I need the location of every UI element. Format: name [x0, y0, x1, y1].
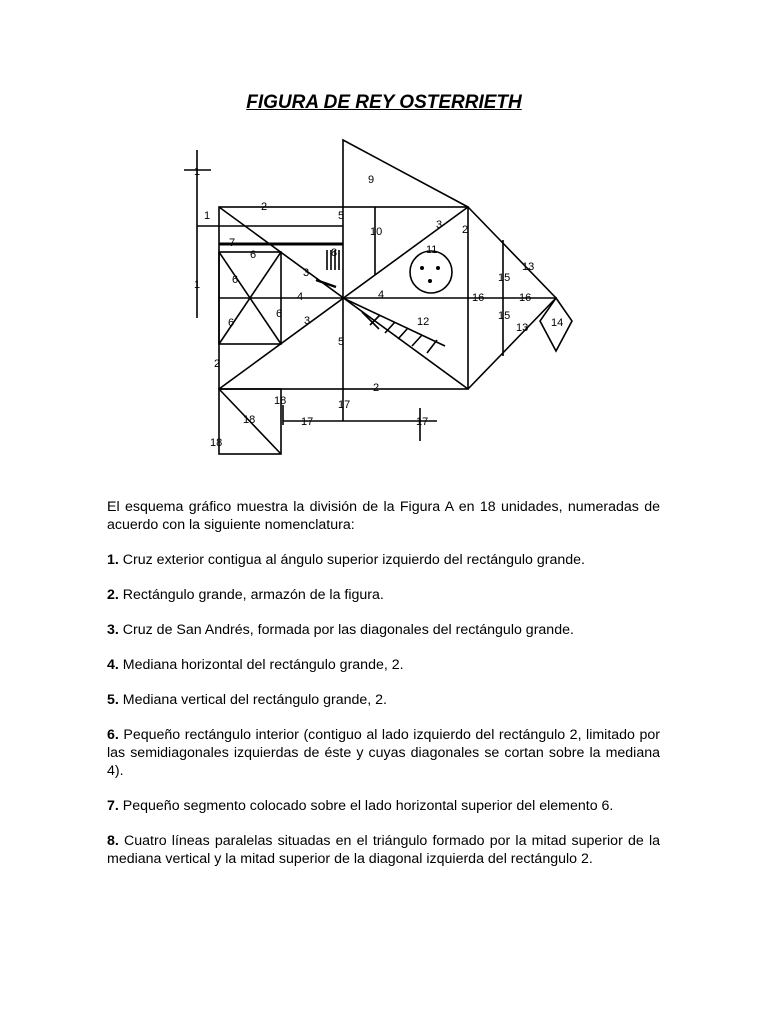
label-4: 4 [378, 289, 385, 301]
label-1: 1 [194, 279, 201, 291]
top-triangle [343, 140, 468, 207]
item-text: Mediana vertical del rectángulo grande, 2. [118, 692, 387, 708]
label-2: 2 [373, 382, 380, 394]
label-5: 5 [338, 210, 345, 222]
item-text: Pequeño segmento colocado sobre el lado horizontal superior del elemento 6. [118, 798, 614, 814]
label-15: 15 [498, 272, 511, 284]
list-item [107, 832, 660, 868]
label-2: 2 [261, 201, 268, 213]
label-5: 5 [338, 336, 345, 348]
rey-osterrieth-figure [170, 135, 590, 470]
label-7: 7 [229, 237, 236, 249]
label-6: 6 [276, 308, 283, 320]
label-9: 9 [368, 174, 375, 186]
label-17: 17 [338, 399, 351, 411]
circle-dot-3 [428, 279, 432, 283]
label-3: 3 [303, 267, 310, 279]
item-text: Cuatro líneas paralelas situadas en el triángulo formado por la mitad superior de la mediana vertical y la mitad superior de la diagonal izquierda del rectángulo 2. [107, 833, 660, 867]
list-item [107, 797, 660, 815]
label-14: 14 [551, 317, 564, 329]
circle-dots [420, 266, 440, 283]
label-4: 4 [297, 291, 304, 303]
label-10: 10 [370, 226, 383, 238]
intro-paragraph: El esquema gráfico muestra la división de la Figura A en 18 unidades, numeradas de acuerdo con la siguiente nomenclatura: [107, 499, 660, 533]
label-11: 11 [426, 244, 438, 256]
label-8: 8 [331, 247, 338, 259]
label-18: 18 [243, 414, 256, 426]
figure-drawing [170, 135, 590, 465]
circle-dot-1 [420, 266, 424, 270]
label-15: 15 [498, 310, 511, 322]
label-2: 2 [214, 358, 221, 370]
label-6: 6 [250, 249, 257, 261]
element-12-tick-3 [398, 328, 408, 339]
item-text: Cruz de San Andrés, formada por las diagonales del rectángulo grande. [118, 622, 574, 638]
item-number: 2. [107, 587, 119, 603]
list-item [107, 656, 660, 674]
circle-dot-2 [436, 266, 440, 270]
label-1: 1 [204, 210, 211, 222]
item-text: Rectángulo grande, armazón de la figura. [118, 587, 384, 603]
item-number: 8. [107, 833, 119, 849]
item-text: Mediana horizontal del rectángulo grande, 2. [118, 657, 404, 673]
item-number: 5. [107, 692, 119, 708]
label-18: 18 [274, 395, 287, 407]
list-item [107, 586, 660, 604]
label-16: 16 [519, 292, 532, 304]
list-item [107, 726, 660, 780]
item-number: 3. [107, 622, 119, 638]
item-text: Pequeño rectángulo interior (contiguo al lado izquierdo del rectángulo 2, limitado por las semidiagonales izquierdas de éste y cuyas diagonales se cortan sobre la mediana 4). [107, 727, 660, 779]
label-17: 17 [301, 416, 314, 428]
label-18: 18 [210, 437, 223, 449]
item-text: Cruz exterior contigua al ángulo superior izquierdo del rectángulo grande. [118, 552, 585, 568]
label-17: 17 [416, 416, 429, 428]
label-3: 3 [304, 315, 311, 327]
label-6: 6 [232, 274, 239, 286]
label-16: 16 [472, 292, 485, 304]
label-12: 12 [417, 316, 430, 328]
item-number: 1. [107, 552, 119, 568]
label-1: 1 [194, 166, 201, 178]
figure-numbers [194, 166, 563, 449]
element-12-tick-4 [412, 335, 422, 346]
list-item [107, 551, 660, 569]
item-number: 7. [107, 798, 119, 814]
label-3: 3 [436, 219, 443, 231]
list-item [107, 621, 660, 639]
list-item [107, 691, 660, 709]
page-title: FIGURA DE REY OSTERRIETH [246, 92, 522, 113]
label-13: 13 [516, 322, 529, 334]
item-number: 4. [107, 657, 119, 673]
circle-11 [410, 251, 452, 293]
label-13: 13 [522, 261, 535, 273]
description-text [107, 498, 660, 885]
label-6: 6 [228, 317, 235, 329]
element-12-tick-5 [427, 340, 437, 353]
item-number: 6. [107, 727, 119, 743]
label-2: 2 [462, 224, 469, 236]
